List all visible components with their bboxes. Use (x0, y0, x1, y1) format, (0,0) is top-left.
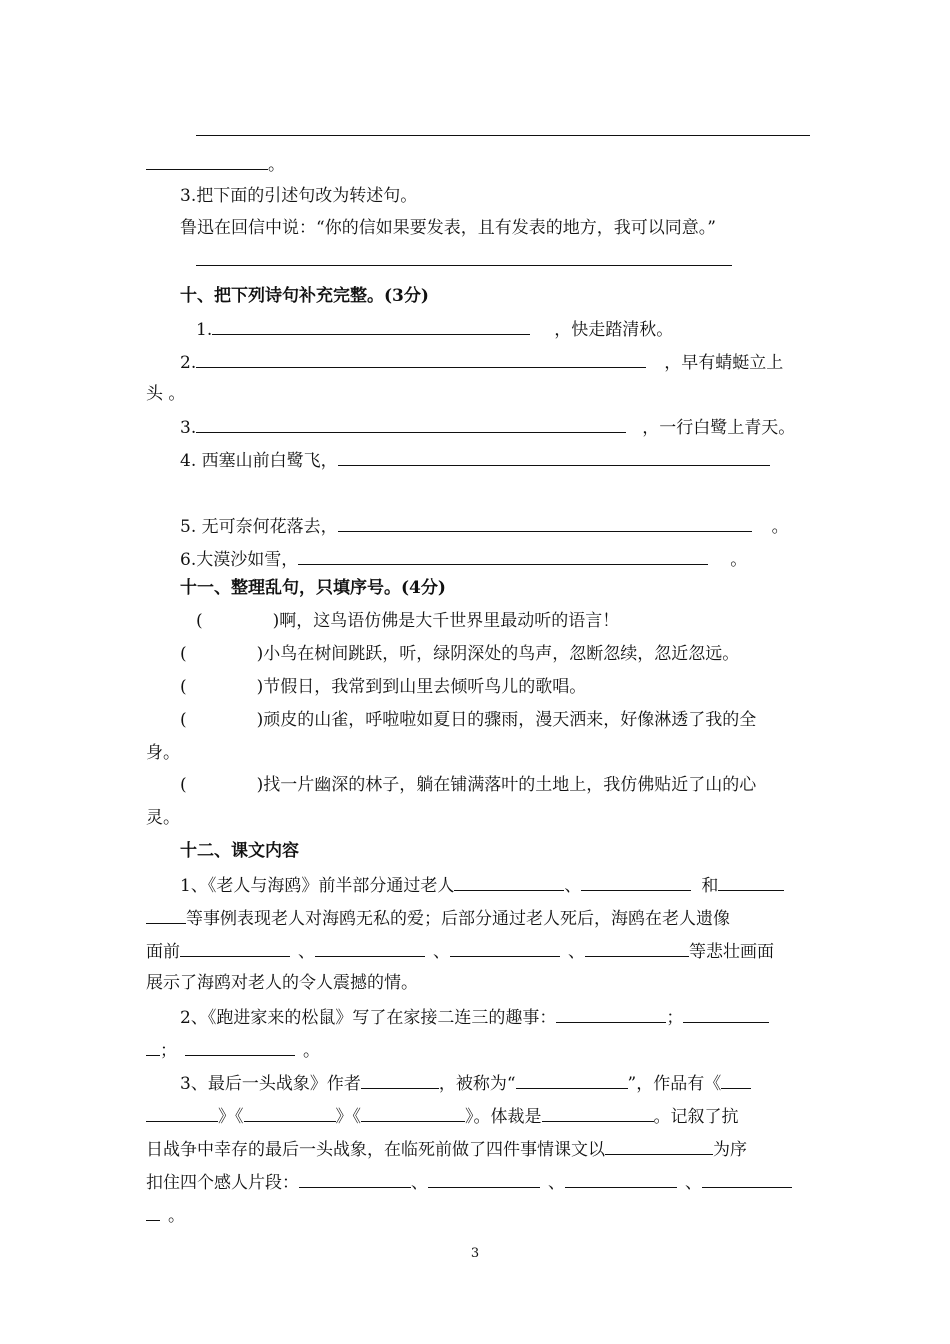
question-line: ； 。 (146, 1037, 320, 1063)
sentence-item: ( )找一片幽深的林子，躺在铺满落叶的土地上，我仿佛贴近了山的心 (180, 775, 757, 795)
poem-line: 6.大漠沙如雪， 。 (180, 546, 747, 572)
answer-line (196, 265, 732, 266)
section-heading: 十一、整理乱句，只填序号。(4分) (180, 578, 446, 598)
question-line: 面前 、 、 、 等悲壮画面 (146, 938, 774, 964)
poem-line: 3. ，一行白鹭上青天。 (180, 414, 795, 440)
sentence-item: ( )顽皮的山雀，呼啦啦如夏日的骤雨，漫天洒来，好像淋透了我的全 (180, 710, 757, 730)
sentence-item: ( )啊，这鸟语仿佛是大千世界里最动听的语言！ (196, 611, 620, 631)
sentence-item-wrap: 灵。 (146, 808, 180, 828)
poem-line: 5. 无可奈何花落去， 。 (180, 513, 789, 539)
question-line: 3、最后一头战象》作者 ，被称为“ ”，作品有《 (180, 1070, 751, 1096)
poem-line: 4. 西塞山前白鹭飞， (180, 447, 770, 473)
poem-line-wrap: 头 。 (146, 384, 186, 404)
sentence-item-wrap: 身。 (146, 743, 180, 763)
question-line: 。 (146, 1202, 185, 1228)
answer-line-end: 。 (146, 151, 285, 177)
question-line: 扣住四个感人片段： 、 、 、 (146, 1169, 792, 1195)
quote-sentence: 鲁迅在回信中说：“你的信如果要发表，且有发表的地方，我可以同意。” (180, 218, 716, 238)
question-line: 》《 》《 》。体裁是 。记叙了抗 (146, 1103, 739, 1129)
question-line: 等事例表现老人对海鸥无私的爱；后部分通过老人死后，海鸥在老人遗像 (146, 905, 730, 931)
question-instruction: 3.把下面的引述句改为转述句。 (180, 186, 418, 206)
section-heading: 十、把下列诗句补充完整。(3分) (180, 286, 429, 306)
poem-line: 1. ，快走踏清秋。 (196, 316, 673, 342)
question-line: 日战争中幸存的最后一头战象，在临死前做了四件事情课文以 为序 (146, 1136, 747, 1162)
poem-line: 2. ，早有蜻蜓立上 (180, 349, 783, 375)
sentence-item: ( )小鸟在树间跳跃，听，绿阴深处的鸟声，忽断忽续，忽近忽远。 (180, 644, 740, 664)
question-line: 1、《老人与海鸥》前半部分通过老人 、 和 (180, 872, 784, 898)
question-line: 2、《跑进家来的松鼠》写了在家接二连三的趣事： ； (180, 1004, 769, 1030)
section-heading: 十二、课文内容 (180, 841, 299, 861)
question-line: 展示了海鸥对老人的令人震撼的情。 (146, 973, 418, 993)
sentence-item: ( )节假日，我常到到山里去倾听鸟儿的歌唱。 (180, 677, 587, 697)
answer-line (196, 135, 810, 136)
page-number: 3 (470, 1246, 480, 1261)
